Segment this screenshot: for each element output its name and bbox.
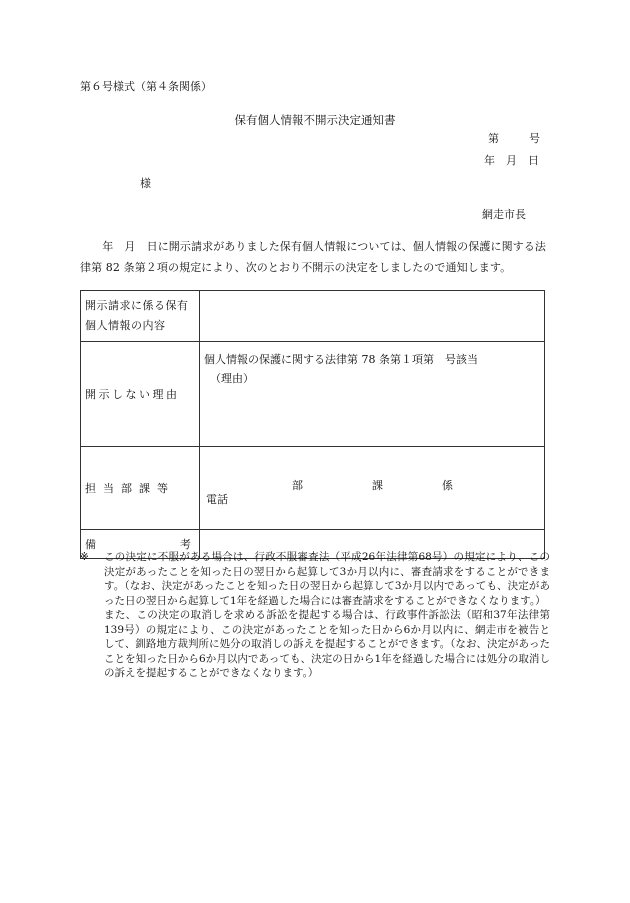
table-row xyxy=(81,291,545,342)
dept-label: 部 xyxy=(292,479,303,492)
document-title: 保有個人情報不開示決定通知書 xyxy=(234,113,396,127)
document-number xyxy=(488,130,540,146)
note-appeal: この決定に不服がある場合は、行政不服審査法（平成26年法律第68号）の規定により、この決定があったことを知った日の翌日から起算して3か月以内に、審査請求をすることができます。（なお、決定があったことを知った日の翌日から起算して3か月以内であっても、決定があった日の翌日から起算して1年を経過した場合には審査請求をすることができなくなります。） xyxy=(104,551,550,607)
addressee: 様 xyxy=(140,177,151,190)
section-label: 課 xyxy=(372,479,383,492)
form-number: 第６号様式（第４条関係） xyxy=(80,80,212,93)
requested-info-label: 開示請求に係る保有個人情報の内容 xyxy=(81,291,200,342)
body-text: 年 月 日に開示請求がありました保有個人情報については、個人情報の保護に関する法律第 82 条第２項の規定により、次のとおり不開示の決定をしましたので通知します。 xyxy=(80,240,546,274)
note-lawsuit: また、この決定の取消しを求める訴訟を提起する場合は、行政事件訴訟法（昭和37年法律第139号）の規定により、この決定があったことを知った日から6か月以内に、網走市を被告として、釧路地方裁判所に処分の取消しの訴えを提起することができます。（なお、決定があったことを知った日から6か月以内であっても、決定の日から1年を経過した場合には処分の取消しの訴えを提起することができなくなります。） xyxy=(104,609,550,679)
number-suffix: 号 xyxy=(529,132,540,145)
table-row xyxy=(81,342,545,447)
remarks-label: 備 考 xyxy=(81,530,200,559)
reason-legal-basis: 個人情報の保護に関する法律第 78 条第１項第 号該当 xyxy=(204,353,478,366)
note-mark: ※ xyxy=(80,551,89,563)
issue-date: 年 月 日 xyxy=(484,154,539,167)
department-label: 担当部課等 xyxy=(81,447,200,530)
requested-info-value xyxy=(200,291,545,342)
department-cell xyxy=(200,447,545,530)
notes xyxy=(80,550,550,681)
reason-label: 開示しない理由 xyxy=(81,342,200,447)
reason-cell xyxy=(200,342,545,447)
reason-detail-label: （理由） xyxy=(210,372,254,385)
table-row xyxy=(81,447,545,530)
unit-label: 係 xyxy=(442,479,453,492)
info-table xyxy=(80,290,545,559)
phone-label: 電話 xyxy=(206,493,228,506)
number-prefix: 第 xyxy=(488,132,499,145)
sender: 網走市長 xyxy=(482,208,526,221)
